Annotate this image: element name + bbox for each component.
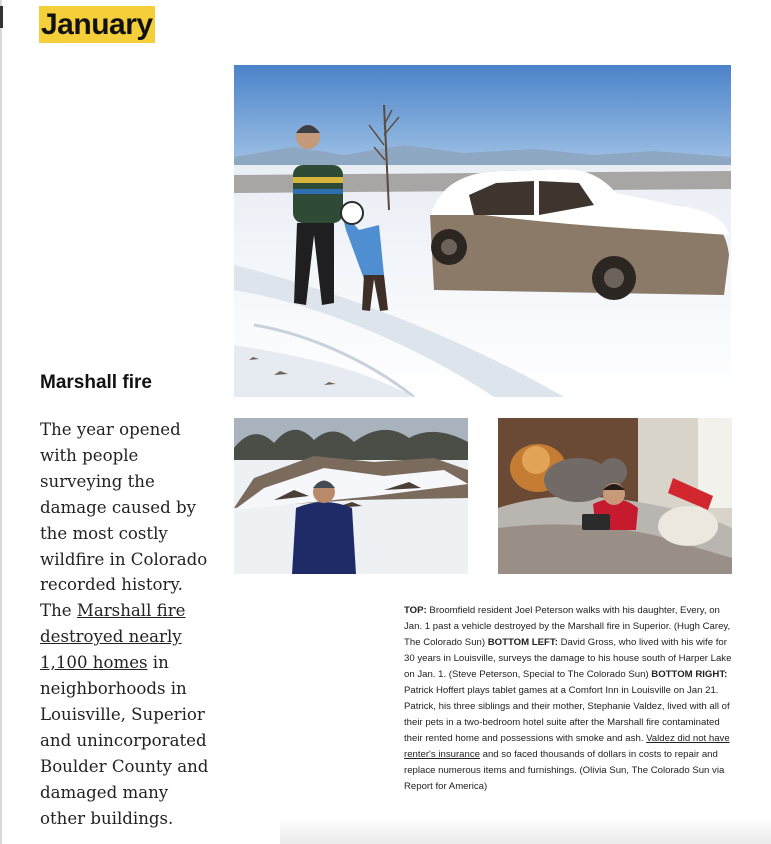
- caption-end-text: and so faced thousands of dollars in costs to repair and replace numerous items and furnishings. (Olivia Sun, The Colorado Sun via Report for America): [404, 749, 725, 792]
- renters-insurance-link[interactable]: Valdez did not have renter's insurance: [404, 733, 730, 760]
- caption-top-label: TOP:: [404, 605, 427, 616]
- caption-bottom-left-text: David Gross, who lived with his wife for 30 years in Louisville, surveys the damage to his house south of Harper Lake on Jan. 1. (Steve Peterson, Special to The Colorado Sun): [404, 637, 732, 680]
- page-edge-divider: [0, 0, 2, 844]
- photo-top-father-daughter-burned-car: [234, 65, 731, 397]
- caption-bottom-right-text: Patrick Hoffert plays tablet games at a Comfort Inn in Louisville on Jan 21. Patrick, his three siblings and their mother, Stephanie Valdez, lived with all of their pets in a two-bedroom hotel suite after the Marshall fire contaminated their rented home and possessions with smoke and ash.: [404, 685, 730, 744]
- bottom-shadow: [280, 818, 771, 844]
- caption-bottom-left-label: BOTTOM LEFT:: [487, 637, 558, 648]
- body-text-start: The year opened with people surveying the damage caused by the most costly wildfire in Colorado recorded history. The: [40, 420, 208, 621]
- marshall-fire-homes-link[interactable]: Marshall fire destroyed nearly 1,100 homes: [40, 601, 186, 673]
- photo-caption: [404, 603, 734, 795]
- body-text-end: in neighborhoods in Louisville, Superior and unincorporated Boulder County and damaged many other buildings.: [40, 653, 209, 828]
- section-title: Marshall fire: [40, 372, 152, 393]
- photo-bottom-left-man-surveying-damage: [234, 418, 468, 574]
- month-heading: January: [41, 8, 153, 41]
- photo-bottom-right-boy-hotel-room: [498, 418, 732, 574]
- body-paragraph: [40, 417, 212, 832]
- page-corner-mark: [0, 6, 3, 28]
- caption-bottom-right-label: BOTTOM RIGHT:: [651, 669, 728, 680]
- caption-top-text: Broomfield resident Joel Peterson walks with his daughter, Every, on Jan. 1 past a vehicle destroyed by the Marshall fire in Superior. (Hugh Carey, The Colorado Sun): [404, 605, 731, 648]
